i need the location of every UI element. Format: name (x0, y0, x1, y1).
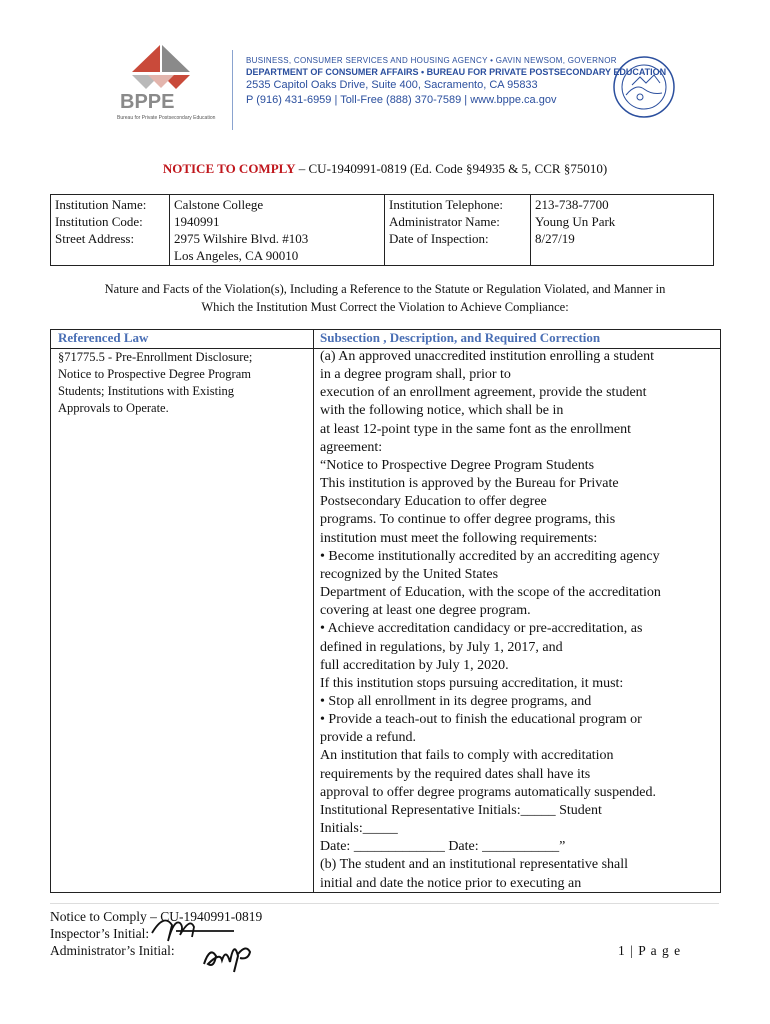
description-line: defined in regulations, by July 1, 2017, and (320, 639, 563, 655)
law-line: Students; Institutions with Existing (58, 384, 235, 398)
info-values-left (170, 195, 385, 266)
department-line: DEPARTMENT OF CONSUMER AFFAIRS • BUREAU FOR PRIVATE POSTSECONDARY EDUCATION (246, 67, 667, 77)
description-line: • Become institutionally accredited by an accrediting agency (320, 548, 660, 564)
street-address-1: 2975 Wilshire Blvd. #103 (174, 231, 309, 246)
description-line: Postsecondary Education to offer degree (320, 494, 547, 510)
description-line: at least 12-point type in the same font as the enrollment (320, 421, 632, 437)
administrator-signature (200, 938, 260, 974)
description-line: An institution that fails to comply with accreditation (320, 748, 614, 764)
institution-name-label: Institution Name: (55, 197, 147, 212)
institution-code: 1940991 (174, 214, 220, 229)
nature-line-2: Which the Institution Must Correct the Violation to Achieve Compliance: (201, 300, 569, 314)
description-header: Subsection , Description, and Required Correction (320, 330, 601, 345)
description-line: approval to offer degree programs automatically suspended. (320, 784, 657, 800)
bppe-logo-text: BPPE (120, 91, 175, 113)
contact-line: P (916) 431-6959 | Toll-Free (888) 370-7589 | www.bppe.ca.gov (246, 94, 557, 106)
description-line: covering at least one degree program. (320, 603, 531, 619)
description-line: initial and date the notice prior to executing an (320, 875, 582, 891)
notice-title (0, 161, 770, 177)
inspection-date: 8/27/19 (535, 231, 575, 246)
description-line: institution must meet the following requirements: (320, 530, 598, 546)
description-line: (a) An approved unaccredited institution enrolling a student (320, 349, 654, 364)
description-line: If this institution stops pursuing accreditation, it must: (320, 675, 624, 691)
street-address-2: Los Angeles, CA 90010 (174, 248, 299, 263)
description-line: Initials:_____ (320, 821, 398, 837)
description-line: “Notice to Prospective Degree Program Students (320, 457, 595, 473)
administrator-name: Young Un Park (535, 214, 616, 229)
footer-divider (50, 903, 719, 904)
nature-line-1: Nature and Facts of the Violation(s), Including a Reference to the Statute or Regulation Violated, and Manner in (104, 282, 666, 296)
agency-line: BUSINESS, CONSUMER SERVICES AND HOUSING AGENCY • GAVIN NEWSOM, GOVERNOR (246, 56, 617, 65)
description-line: full accreditation by July 1, 2020. (320, 657, 509, 673)
description-line: in a degree program shall, prior to (320, 367, 511, 383)
referenced-law-cell (58, 349, 308, 417)
state-seal-icon (612, 55, 676, 119)
description-line: This institution is approved by the Bureau for Private (320, 476, 619, 492)
bppe-logo (112, 42, 222, 122)
description-line: requirements by the required dates shall have its (320, 766, 591, 782)
header-text (246, 55, 666, 108)
header-divider (232, 50, 233, 130)
description-line: execution of an enrollment agreement, provide the student (320, 385, 647, 401)
description-line: • Provide a teach-out to finish the educational program or (320, 712, 642, 728)
description-line: programs. To continue to offer degree programs, this (320, 512, 616, 528)
notice-title-red: NOTICE TO COMPLY (162, 161, 296, 176)
description-line: Institutional Representative Initials:_____ Student (320, 802, 602, 818)
institution-info-table (50, 194, 714, 266)
institution-code-label: Institution Code: (55, 214, 143, 229)
administrator-label: Administrator Name: (389, 214, 500, 229)
referenced-law-header: Referenced Law (58, 330, 149, 345)
description-line: Date: _____________ Date: ___________” (320, 839, 566, 855)
description-line: Department of Education, with the scope of the accreditation (320, 585, 661, 601)
notice-title-rest: – CU-1940991-0819 (Ed. Code §94935 & 5, CCR §75010) (295, 161, 608, 176)
administrator-initial-label: Administrator’s Initial: (50, 943, 175, 958)
nature-of-violation-heading (50, 280, 720, 316)
law-line: Notice to Prospective Degree Program (58, 367, 251, 381)
law-line: Approvals to Operate. (58, 401, 169, 415)
law-line: §71775.5 - Pre-Enrollment Disclosure; (58, 350, 253, 364)
inspection-date-label: Date of Inspection: (389, 231, 489, 246)
info-values-right (531, 195, 714, 266)
telephone-label: Institution Telephone: (389, 197, 504, 212)
info-labels-left (51, 195, 170, 266)
telephone: 213-738-7700 (535, 197, 609, 212)
description-line: agreement: (320, 439, 383, 455)
info-labels-right (385, 195, 531, 266)
description-line: • Achieve accreditation candidacy or pre-accreditation, as (320, 621, 643, 637)
logo-subtitle: Bureau for Private Postsecondary Education (117, 115, 216, 121)
description-cell (320, 348, 716, 893)
description-line: recognized by the United States (320, 566, 499, 582)
description-line: provide a refund. (320, 730, 417, 746)
description-line: with the following notice, which shall be in (320, 403, 564, 419)
footer-notice-ref: Notice to Comply – CU-1940991-0819 (50, 909, 263, 924)
institution-name: Calstone College (174, 197, 264, 212)
inspector-initial-label: Inspector’s Initial: (50, 926, 150, 941)
description-line: • Stop all enrollment in its degree programs, and (320, 693, 592, 709)
street-address-label: Street Address: (55, 231, 135, 246)
page-number: 1 | P a g e (618, 943, 682, 958)
description-line: (b) The student and an institutional representative shall (320, 857, 629, 873)
address-line: 2535 Capitol Oaks Drive, Suite 400, Sacramento, CA 95833 (246, 79, 538, 91)
